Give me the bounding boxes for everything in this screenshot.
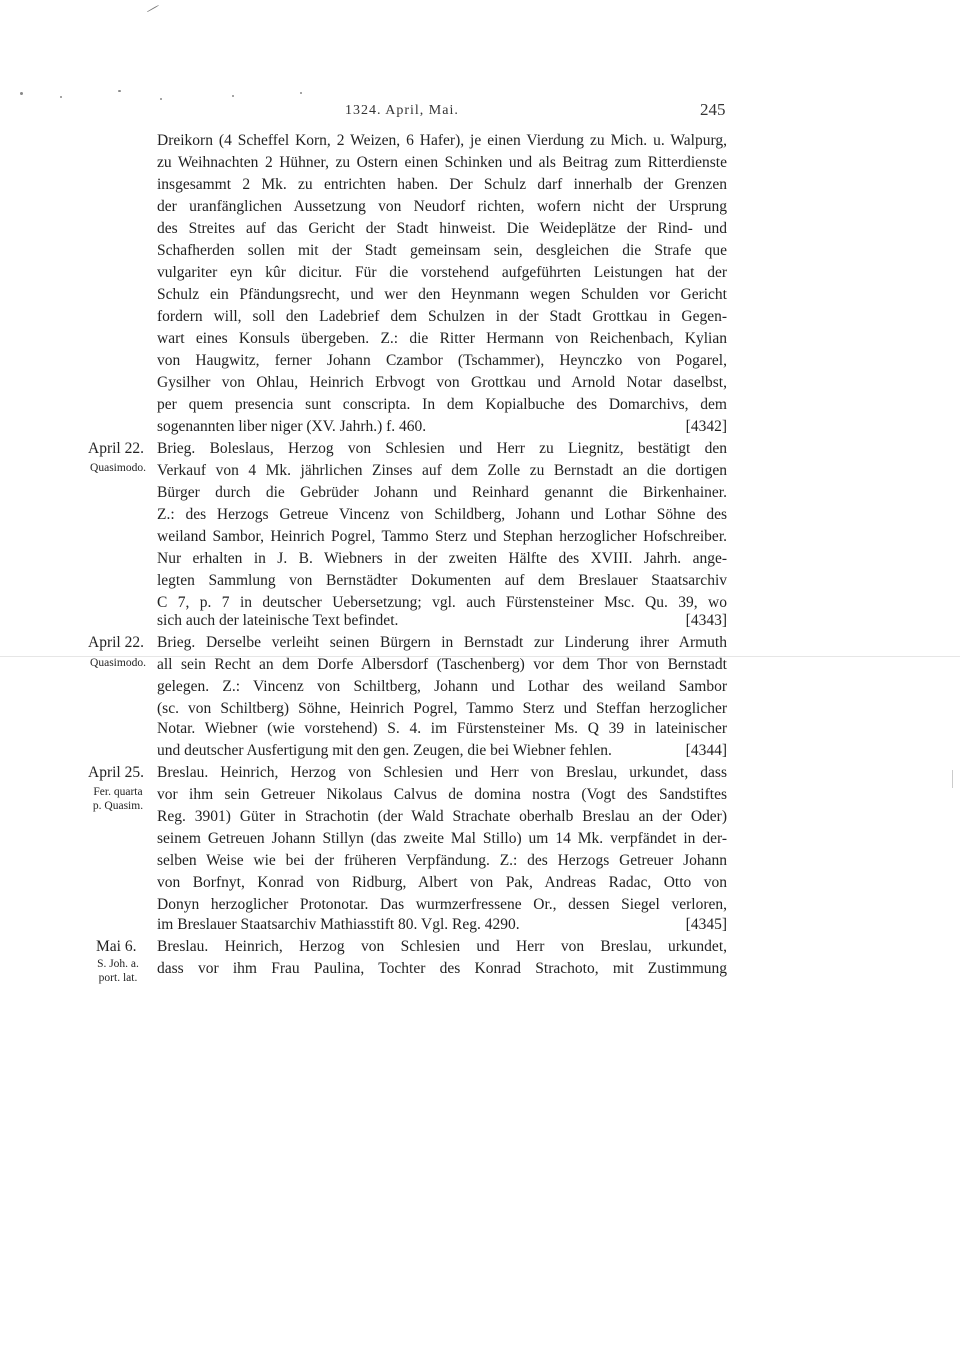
text-line: Z.: des Herzogs Getreue Vincenz von Schildberg, Johann und Lothar Söhne des [157, 506, 727, 523]
margin-date: April 22. [88, 440, 144, 457]
text-line: vulgariter eyn kûr dicitur. Für die vorstehend aufgeführten Leistungen hat der [157, 264, 727, 281]
text-line: zu Weihnachten 2 Hühner, zu Ostern einen Schinken und als Beitrag zum Ritterdienste [157, 154, 727, 171]
margin-note: S. Joh. a. [97, 958, 139, 970]
text-line: weiland Sambor, Heinrich Pogrel, Tammo Sterz und Stephan herzoglicher Hofschreiber. [157, 528, 727, 545]
text-line: all sein Recht an dem Dorfe Albersdorf (Taschenberg) vor dem Thor von Bernstadt [157, 656, 727, 673]
text-line: insgesammt 2 Mk. zu entrichten haben. Der Schulz darf innerhalb der Grenzen [157, 176, 727, 193]
margin-date: Mai 6. [96, 938, 137, 955]
reg-number: [4345] [685, 916, 727, 933]
text-line: wart eines Konsuls übergeben. Z.: die Ritter Hermann von Reichenbach, Kylian [157, 330, 727, 347]
text-line: Verkauf von 4 Mk. jährlichen Zinses auf dem Zolle zu Bernstadt an die dortigen [157, 462, 727, 479]
reg-number: [4343] [685, 612, 727, 629]
text-line: (sc. von Schiltberg) Söhne, Heinrich Pogrel, Tammo Sterz und Steffan herzoglicher [157, 700, 727, 717]
reg-number: [4344] [685, 742, 727, 759]
stray-mark [147, 5, 160, 13]
stray-mark [160, 98, 162, 100]
text-line: gelegen. Z.: Vincenz von Schiltberg, Johann und Lothar des weiland Sambor [157, 678, 727, 695]
stray-mark [118, 90, 121, 92]
text-line: Donyn herzoglicher Protonotar. Das wurmzerfressene Or., dessen Siegel verloren, [157, 896, 727, 913]
reg-number: [4342] [685, 418, 727, 435]
text-line: Bürger durch die Gebrüder Johann und Reinhard genannt die Birkenhainer. [157, 484, 727, 501]
text-line: und deutscher Ausfertigung mit den gen. Zeugen, die bei Wiebner fehlen. [157, 742, 612, 759]
text-line: Dreikorn (4 Scheffel Korn, 2 Weizen, 6 Hafer), je einen Vierdung zu Mich. u. Walpurg, [157, 132, 727, 149]
text-line: Brieg. Boleslaus, Herzog von Schlesien und Herr zu Liegnitz, bestätigt den [157, 440, 727, 457]
text-line: der uranfänglichen Aussetzung von Neudorf richten, wofern nicht der Ursprung [157, 198, 727, 215]
margin-note: Quasimodo. [90, 462, 146, 474]
text-line: Gysilher von Ohlau, Heinrich Erbvogt von Grottkau und Arnold Notar daselbst, [157, 374, 727, 391]
text-line: Schafherden sollen mit der Stadt gemeinsam sein, desgleichen die Strafe que [157, 242, 727, 259]
stray-mark [20, 92, 23, 95]
text-line: von Borfnyt, Konrad von Ridburg, Albert von Pak, Andreas Radac, Otto von [157, 874, 727, 891]
margin-date: April 25. [88, 764, 144, 781]
page-number: 245 [700, 100, 726, 119]
text-line-with-ref [157, 610, 727, 632]
margin-note: p. Quasim. [92, 800, 144, 812]
margin-date: April 22. [88, 634, 144, 651]
text-line: Brieg. Derselbe verleiht seinen Bürgern in Bernstadt zur Linderung ihrer Armuth [157, 634, 727, 651]
text-line: Schulz ein Pfändungsrecht, und wer den Heynmann wegen Schulden vor Gericht [157, 286, 727, 303]
text-line-with-ref [157, 914, 727, 936]
text-line: des Streites auf das Gericht der Stadt hinweist. Die Weideplätze der Rind- und [157, 220, 727, 237]
text-line: Notar. Wiebner (wie vorstehend) S. 4. im Fürstensteiner Ms. Q 39 in lateinischer [157, 720, 727, 737]
stray-mark [232, 95, 234, 97]
running-title: 1324. April, Mai. [345, 103, 459, 118]
text-line: C 7, p. 7 in deutscher Uebersetzung; vgl. auch Fürstensteiner Msc. Qu. 39, wo [157, 594, 727, 611]
margin-note: Fer. quarta [93, 786, 143, 798]
text-line: dass vor ihm Frau Paulina, Tochter des Konrad Strachoto, mit Zustimmung [157, 960, 727, 977]
stray-mark [60, 96, 62, 98]
text-line: Breslau. Heinrich, Herzog von Schlesien und Herr von Breslau, urkundet, dass [157, 764, 727, 781]
text-line: vor ihm sein Getreuer Nikolaus Calvus de domina nostra (Vogt des Sandstiftes [157, 786, 727, 803]
scan-mark [952, 770, 953, 788]
text-line: von Haugwitz, ferner Johann Czambor (Tschammer), Heynczko von Pogarel, [157, 352, 727, 369]
margin-note: Quasimodo. [90, 657, 146, 669]
text-line: sich auch der lateinische Text befindet. [157, 612, 399, 629]
text-line: seinem Getreuen Johann Stillyn (das zweite Mal Stillo) um 14 Mk. verpfändet in der- [157, 830, 727, 847]
text-line: fordern will, soll den Ladebrief dem Schulzen in der Stadt Grottkau in Gegen- [157, 308, 727, 325]
text-line: im Breslauer Staatsarchiv Mathiasstift 80. Vgl. Reg. 4290. [157, 916, 520, 933]
text-line-with-ref [157, 416, 727, 438]
text-line-with-ref [157, 740, 727, 762]
text-line: Breslau. Heinrich, Herzog von Schlesien und Herr von Breslau, urkundet, [157, 938, 727, 955]
text-line: selben Weise wie bei der früheren Verpfändung. Z.: des Herzogs Getreuer Johann [157, 852, 727, 869]
text-line: per quem presencia sunt conscripta. In dem Kopialbuche des Domarchivs, dem [157, 396, 727, 413]
text-line: Reg. 3901) Güter in Strachotin (der Wald Strachate oberhalb Breslau an der Oder) [157, 808, 727, 825]
margin-note: port. lat. [98, 972, 138, 984]
text-line: Nur erhalten in J. B. Wiebners in der zweiten Hälfte des XVIII. Jahrh. ange- [157, 550, 727, 567]
text-line: sogenannten liber niger (XV. Jahrh.) f. 460. [157, 418, 427, 435]
text-line: legten Sammlung von Bernstädter Dokumenten auf dem Breslauer Staatsarchiv [157, 572, 727, 589]
stray-mark [300, 92, 302, 94]
